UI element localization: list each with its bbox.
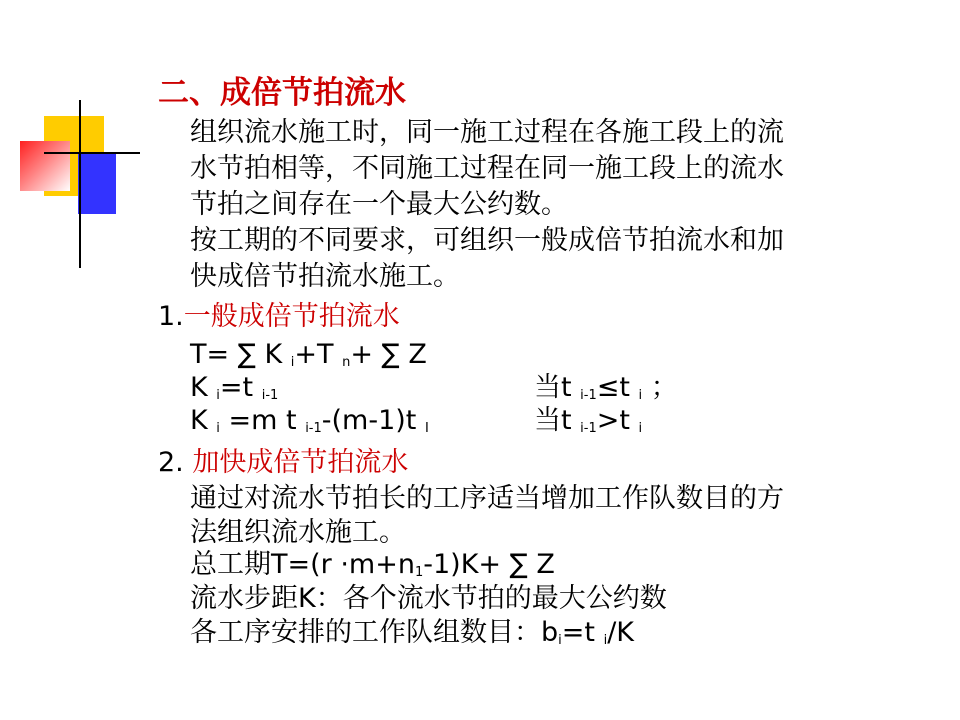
intro-line: 按工期的不同要求，可组织一般成倍节拍流水和加 <box>190 225 784 256</box>
formula-step-equal: K $_i$=t $_{i-1}$ 当t $_{i-1}$≤t $_i$ ； <box>190 372 678 403</box>
section2-title: 加快成倍节拍流水 <box>192 447 409 478</box>
section2-heading <box>158 446 408 480</box>
section2-line: 通过对流水节拍长的工序适当增加工作队数目的方 <box>190 483 784 514</box>
team-count-formula: 各工序安排的工作队组数目：$b_i=t$ $_i$/K <box>190 617 634 648</box>
section1-heading <box>158 300 400 334</box>
deco-horizontal-line <box>44 152 140 154</box>
section2-number: 2. <box>158 447 193 478</box>
step-definition: 流水步距K：各个流水节拍的最大公约数 <box>190 583 667 614</box>
deco-red-block <box>20 141 70 191</box>
intro-line: 组织流水施工时，同一施工过程在各施工段上的流 <box>190 117 784 148</box>
section2-line: 法组织流水施工。 <box>190 517 406 548</box>
section1-number: 1. <box>158 301 184 332</box>
condition-2: 当t $_{i-1}$>t $_i$ <box>534 405 643 436</box>
page-title: 二、成倍节拍流水 <box>158 75 406 111</box>
section1-title: 一般成倍节拍流水 <box>183 301 400 332</box>
deco-vertical-line <box>79 100 81 268</box>
intro-line: 水节拍相等，不同施工过程在同一施工段上的流水 <box>190 153 784 184</box>
deco-blue-block <box>78 152 116 214</box>
formula-total-duration: T= ∑ K $_i$+T $_n$+ ∑ Z <box>190 339 427 370</box>
intro-line: 快成倍节拍流水施工。 <box>190 261 460 292</box>
formula-accelerated-duration: 总工期$T=(r \cdot m+n_1-1)K+$ ∑ Z <box>190 549 555 580</box>
condition-1: 当t $_{i-1}$≤t $_i$ ； <box>534 372 678 403</box>
intro-line: 节拍之间存在一个最大公约数。 <box>190 189 568 220</box>
formula-step-greater: K $_i$ =m t $_{i-1}$-(m-1)t $_I$ 当t $_{i-1}$>t $_i$ <box>190 405 643 436</box>
